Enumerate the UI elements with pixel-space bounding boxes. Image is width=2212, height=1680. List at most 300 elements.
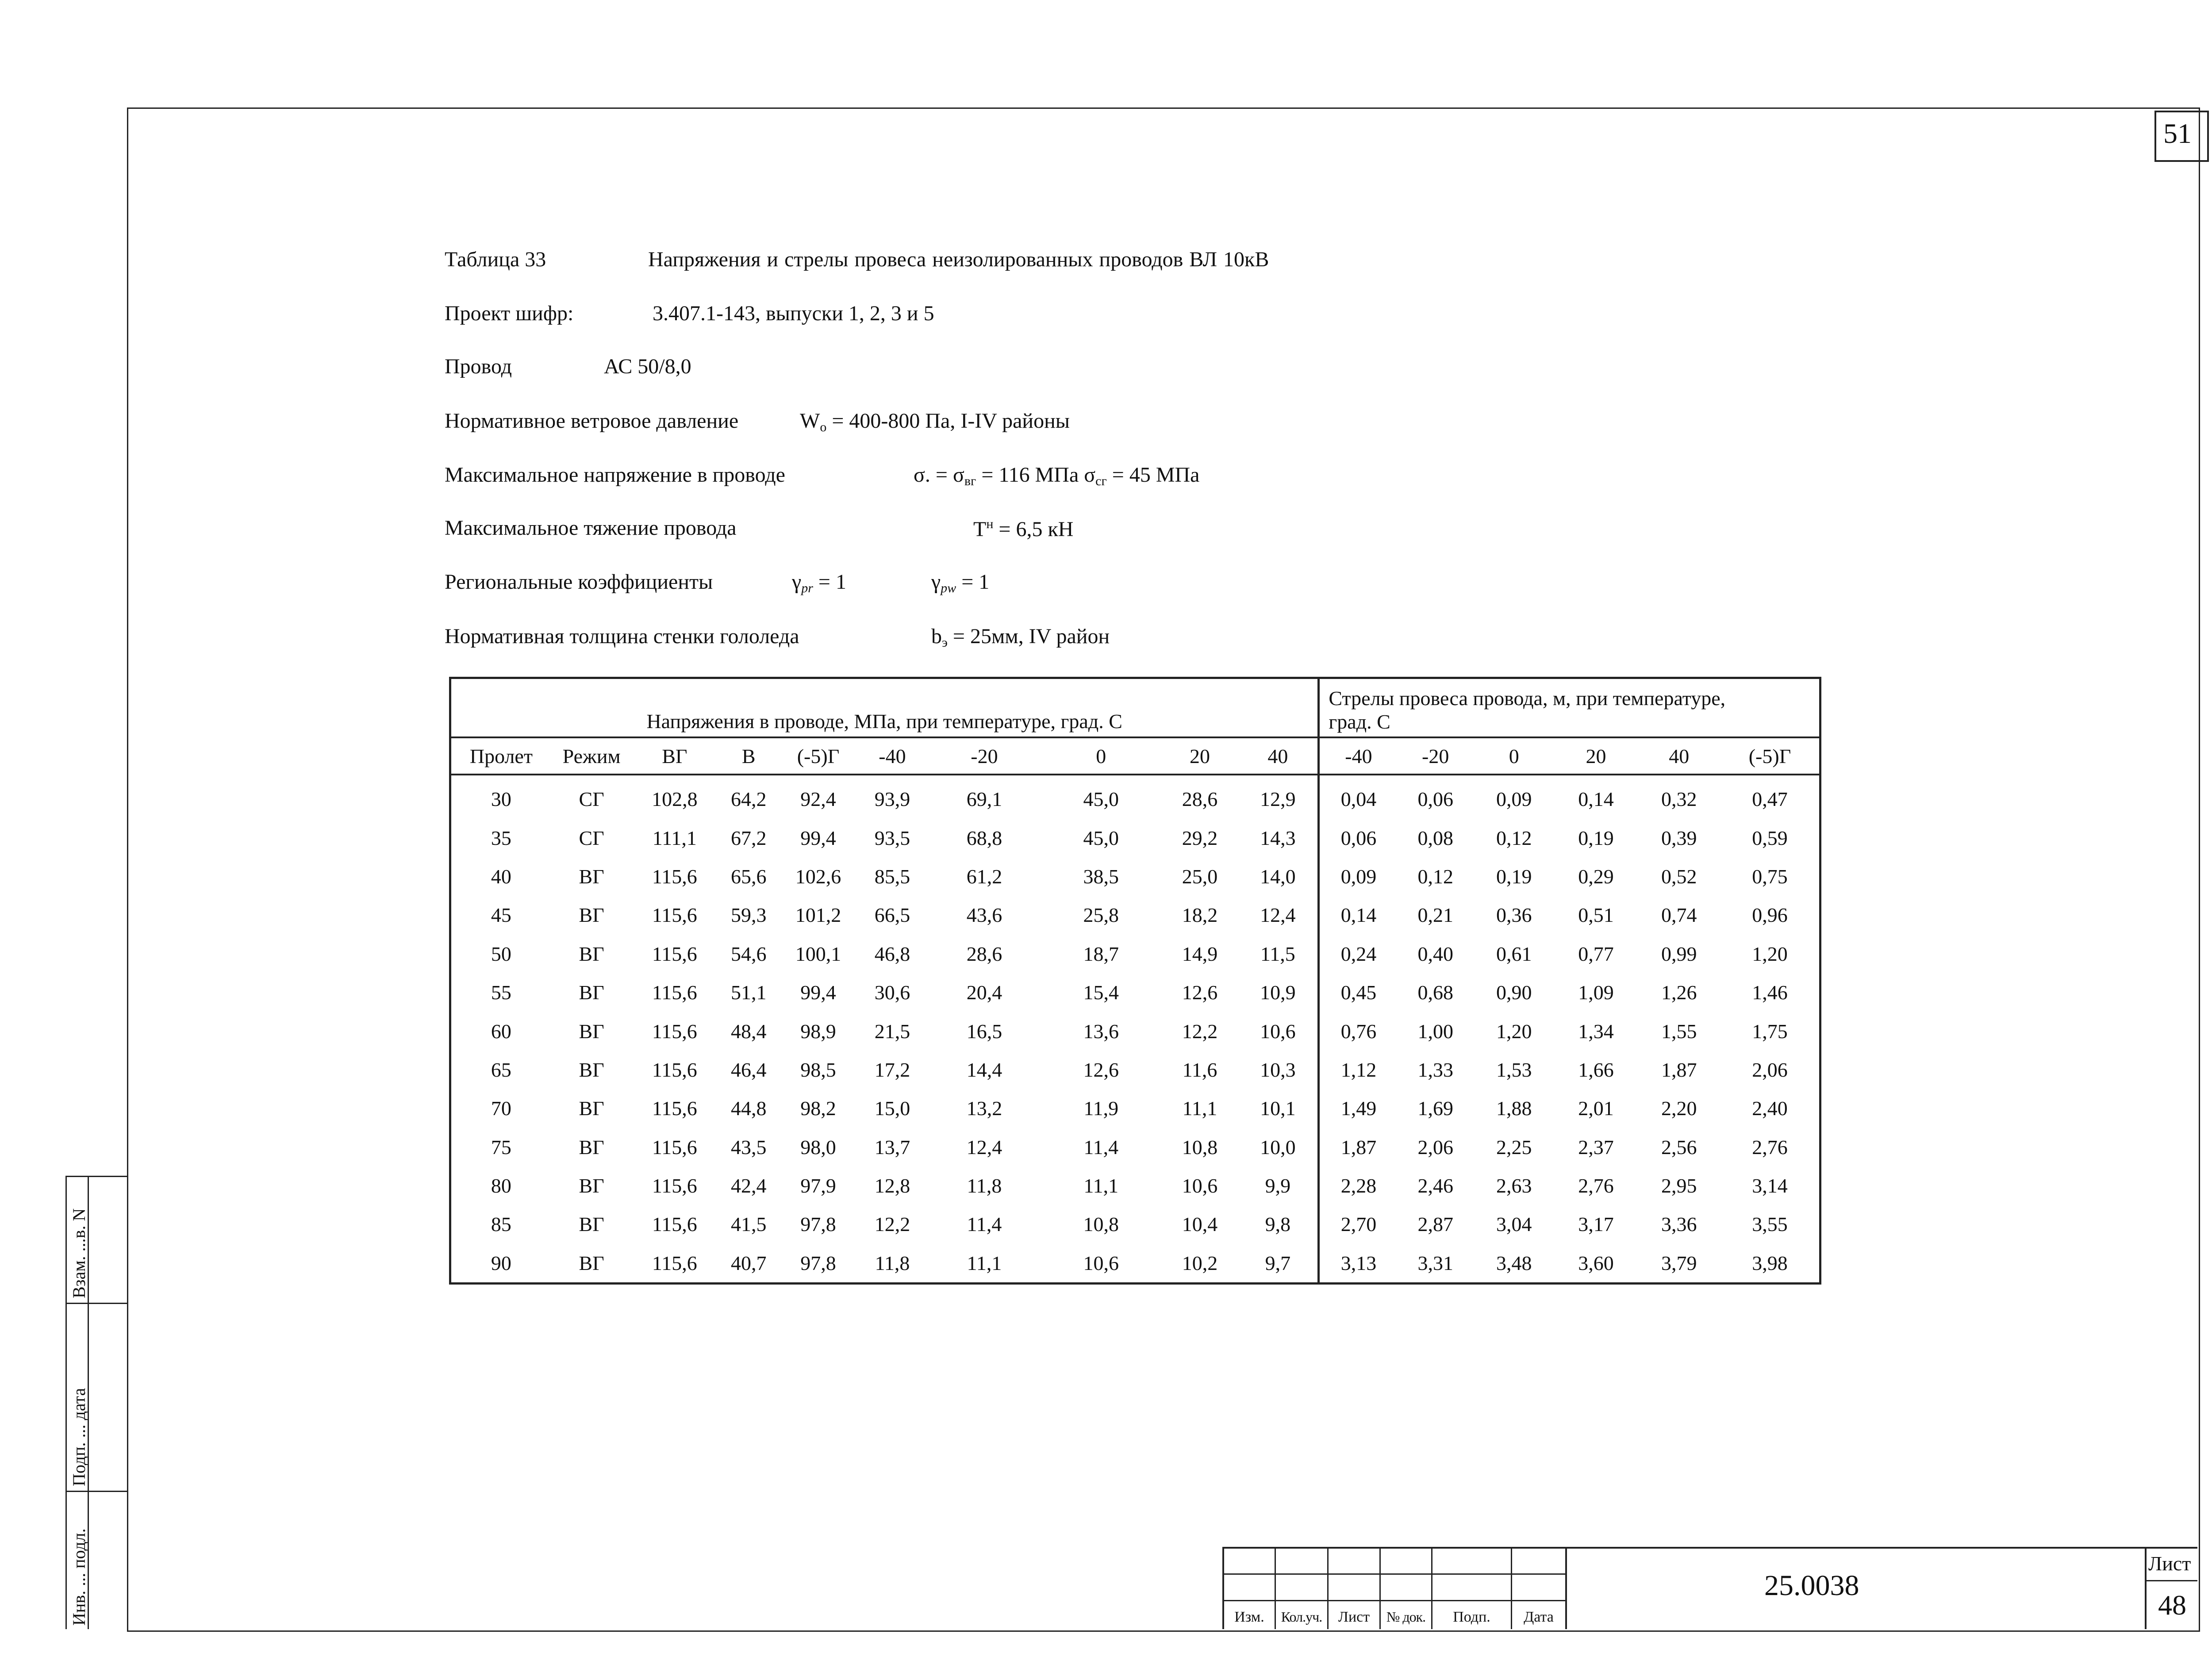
column-header: 20	[1555, 737, 1638, 775]
table-cell: 12,8	[874, 1174, 910, 1197]
table-cell: 14,0	[1238, 857, 1319, 896]
table-cell: 9,9	[1238, 1166, 1319, 1205]
table-cell: 90	[491, 1251, 511, 1274]
page-number-top: 51	[2163, 118, 2192, 149]
gamma-rw-line	[931, 572, 989, 595]
wind-value: = 400-800 Па, I-IV районы	[826, 409, 1070, 433]
table-cell: 10,4	[1182, 1213, 1218, 1236]
tb-top-line	[1222, 1547, 2197, 1549]
table-cell: 2,40	[1752, 1097, 1788, 1120]
table-cell: 115,6	[652, 981, 697, 1004]
table-cell: 1,12	[1340, 1058, 1377, 1081]
table-cell: 40,7	[730, 1251, 767, 1274]
table-cell: 93,5	[874, 826, 910, 849]
table-cell: 0,90	[1496, 981, 1532, 1004]
table-cell: 12,6	[1182, 981, 1218, 1004]
table-cell: 0,21	[1417, 904, 1453, 927]
table-cell: 1,53	[1496, 1058, 1532, 1081]
table-cell: 98,0	[800, 1135, 836, 1158]
table-cell: 10,0	[1238, 1128, 1319, 1166]
tb-sheet-divider	[2145, 1580, 2197, 1581]
column-header: 20	[1162, 737, 1238, 775]
column-header: -40	[1319, 737, 1398, 775]
column-header: 40	[1637, 737, 1720, 775]
table-cell: 42,4	[730, 1174, 767, 1197]
table-cell: 12,2	[1182, 1020, 1218, 1043]
table-label: Таблица 33	[445, 248, 546, 271]
table-cell: 1,55	[1661, 1020, 1697, 1043]
table-cell: 99,4	[800, 981, 836, 1004]
column-header: Режим	[551, 737, 632, 775]
table-cell: 15,0	[874, 1097, 910, 1120]
table-cell: 98,9	[800, 1020, 836, 1043]
table-cell: 40	[491, 865, 511, 888]
table-cell: 2,01	[1578, 1097, 1614, 1120]
table-cell: 44,8	[730, 1097, 767, 1120]
sheet-label: Лист	[2148, 1552, 2191, 1575]
table-cell: 0,52	[1661, 865, 1697, 888]
table-cell: 1,46	[1752, 981, 1788, 1004]
table-cell: 0,51	[1578, 904, 1614, 927]
table-cell: 11,8	[967, 1174, 1002, 1197]
table-row	[450, 818, 1820, 857]
table-cell: 0,04	[1340, 788, 1377, 811]
column-header-row	[450, 737, 1820, 775]
max-tension-value-line	[973, 518, 1073, 540]
tb-vline-6	[1565, 1547, 1567, 1629]
table-cell: 12,9	[1238, 775, 1319, 818]
table-cell: 10,9	[1238, 973, 1319, 1012]
table-cell: 25,0	[1182, 865, 1218, 888]
project-label: Проект шифр:	[445, 302, 574, 325]
wind-w: W	[800, 409, 820, 433]
table-cell: 28,6	[1182, 788, 1218, 811]
table-cell: 1,09	[1578, 981, 1614, 1004]
table-cell: 11,9	[1083, 1097, 1119, 1120]
column-header: ВГ	[632, 737, 717, 775]
table-cell: 115,6	[652, 1058, 697, 1081]
table-cell: 0,19	[1496, 865, 1532, 888]
table-cell: ВГ	[579, 1135, 604, 1158]
table-cell: 14,4	[966, 1058, 1002, 1081]
table-cell: 70	[491, 1097, 511, 1120]
stamp-field-sign: Подп. ... дата	[69, 1388, 89, 1486]
stamp-hline-1	[65, 1176, 127, 1177]
table-cell: 115,6	[652, 865, 697, 888]
max-tension-sup: н	[986, 517, 994, 531]
table-cell: ВГ	[579, 981, 604, 1004]
table-cell: 2,76	[1578, 1174, 1614, 1197]
column-header: 40	[1238, 737, 1319, 775]
table-cell: ВГ	[579, 1058, 604, 1081]
table-cell: 9,8	[1238, 1205, 1319, 1243]
table-cell: 2,20	[1661, 1097, 1697, 1120]
table-cell: 43,6	[966, 904, 1002, 927]
table-cell: 0,09	[1496, 788, 1532, 811]
table-cell: СГ	[579, 788, 604, 811]
table-cell: 1,20	[1752, 942, 1788, 965]
stamp-line-outer	[65, 1176, 67, 1629]
max-stress-mid: = 116 МПа σ	[976, 463, 1096, 487]
group-header-stress: Напряжения в проводе, МПа, при температуре, град. С	[450, 678, 1319, 738]
ice-value-line	[931, 626, 1110, 649]
table-cell: 46,8	[874, 942, 910, 965]
table-cell: 97,8	[800, 1251, 836, 1274]
group-header-sag-line1: Стрелы провеса провода, м, при температуре,	[1329, 687, 1726, 710]
table-cell: 38,5	[1083, 865, 1119, 888]
tb-label-list: Лист	[1338, 1609, 1370, 1625]
table-cell: 1,26	[1661, 981, 1697, 1004]
gamma-rg-value: = 1	[813, 570, 846, 594]
table-cell: 11,6	[1182, 1058, 1217, 1081]
table-cell: 50	[491, 942, 511, 965]
table-cell: 1,00	[1417, 1020, 1453, 1043]
title-block	[1222, 1547, 2197, 1629]
stamp-hline-2	[65, 1303, 127, 1304]
table-cell: ВГ	[579, 942, 604, 965]
tb-row-line-2	[1222, 1600, 1565, 1601]
table-cell: 80	[491, 1174, 511, 1197]
table-cell: 3,13	[1340, 1251, 1377, 1274]
table-cell: 69,1	[966, 788, 1002, 811]
table-cell: 12,2	[874, 1213, 910, 1236]
table-row	[450, 1244, 1820, 1284]
table-cell: 18,2	[1182, 904, 1218, 927]
table-cell: 29,2	[1182, 826, 1218, 849]
ice-label: Нормативная толщина стенки гололеда	[445, 625, 799, 648]
table-cell: 1,87	[1340, 1135, 1377, 1158]
tb-label-kol: Кол.уч.	[1281, 1609, 1322, 1625]
max-tension-value: = 6,5 кН	[993, 518, 1074, 541]
table-cell: СГ	[579, 826, 604, 849]
table-cell: 85	[491, 1213, 511, 1236]
table-cell: 17,2	[874, 1058, 910, 1081]
tb-row-line-1	[1222, 1573, 1565, 1575]
table-cell: 65,6	[730, 865, 767, 888]
table-cell: ВГ	[579, 1251, 604, 1274]
table-cell: 46,4	[730, 1058, 767, 1081]
table-cell: 0,96	[1752, 904, 1788, 927]
max-stress-label: Максимальное напряжение в проводе	[445, 463, 785, 487]
wind-value-line	[800, 410, 1070, 434]
ice-b: b	[931, 625, 942, 648]
table-cell: 0,40	[1417, 942, 1453, 965]
table-cell: 97,8	[800, 1213, 836, 1236]
table-cell: 3,55	[1752, 1213, 1788, 1236]
table-cell: 75	[491, 1135, 511, 1158]
sag-stress-table	[449, 677, 1821, 1285]
stamp-field-replace: Взам. ...в. N	[69, 1208, 89, 1298]
table-cell: 11,8	[875, 1251, 910, 1274]
max-tension-label: Максимальное тяжение провода	[445, 516, 737, 540]
table-cell: 0,39	[1661, 826, 1697, 849]
table-cell: 97,9	[800, 1174, 836, 1197]
sheet-number: 48	[2158, 1589, 2186, 1621]
table-cell: 59,3	[730, 904, 767, 927]
table-cell: 3,79	[1661, 1251, 1697, 1274]
table-cell: 48,4	[730, 1020, 767, 1043]
table-cell: 0,14	[1340, 904, 1377, 927]
table-row	[450, 1205, 1820, 1243]
table-cell: 0,12	[1417, 865, 1453, 888]
table-cell: 20,4	[966, 981, 1002, 1004]
table-cell: ВГ	[579, 1097, 604, 1120]
stamp-hline-3	[65, 1491, 127, 1492]
table-cell: 0,09	[1340, 865, 1377, 888]
table-cell: 1,34	[1578, 1020, 1614, 1043]
doc-code: 25.0038	[1764, 1569, 1859, 1602]
group-header-sag	[1319, 678, 1820, 738]
table-cell: 16,5	[966, 1020, 1002, 1043]
table-row	[450, 896, 1820, 934]
table-cell: 0,14	[1578, 788, 1614, 811]
table-cell: 115,6	[652, 942, 697, 965]
table-cell: 0,47	[1752, 788, 1788, 811]
table-cell: 28,6	[966, 942, 1002, 965]
table-cell: 1,87	[1661, 1058, 1697, 1081]
table-cell: 2,46	[1417, 1174, 1453, 1197]
gamma-rw-sub: pw	[941, 581, 956, 595]
table-cell: 10,1	[1238, 1089, 1319, 1128]
table-cell: 51,1	[730, 981, 767, 1004]
wire-label: Провод	[445, 355, 512, 378]
max-stress-sigma: σ. = σ	[914, 463, 964, 487]
table-cell: 1,75	[1752, 1020, 1788, 1043]
table-cell: 45	[491, 904, 511, 927]
table-cell: 85,5	[874, 865, 910, 888]
table-cell: 2,56	[1661, 1135, 1697, 1158]
gamma-rw: γ	[931, 570, 941, 594]
table-cell: 14,3	[1238, 818, 1319, 857]
table-row	[450, 1012, 1820, 1050]
column-header: -40	[856, 737, 928, 775]
table-cell: 13,7	[874, 1135, 910, 1158]
table-cell: 0,68	[1417, 981, 1453, 1004]
table-cell: 99,4	[800, 826, 836, 849]
table-row	[450, 1166, 1820, 1205]
table-cell: 66,5	[874, 904, 910, 927]
table-cell: 98,5	[800, 1058, 836, 1081]
wire-value: АС 50/8,0	[604, 355, 691, 378]
table-cell: 0,12	[1496, 826, 1532, 849]
table-cell: 21,5	[874, 1020, 910, 1043]
column-header: (-5)Г	[780, 737, 856, 775]
tb-label-date: Дата	[1524, 1609, 1554, 1625]
tb-label-izm: Изм.	[1234, 1609, 1264, 1625]
table-cell: 0,61	[1496, 942, 1532, 965]
table-cell: 10,2	[1182, 1251, 1218, 1274]
table-cell: 0,29	[1578, 865, 1614, 888]
column-header: (-5)Г	[1720, 737, 1820, 775]
project-value: 3.407.1-143, выпуски 1, 2, 3 и 5	[653, 302, 934, 325]
table-cell: 18,7	[1083, 942, 1119, 965]
table-cell: 1,20	[1496, 1020, 1532, 1043]
table-cell: 10,8	[1083, 1213, 1119, 1236]
tb-label-sign: Подп.	[1453, 1609, 1490, 1625]
table-cell: 2,06	[1417, 1135, 1453, 1158]
table-cell: 0,59	[1752, 826, 1788, 849]
wind-label: Нормативное ветровое давление	[445, 409, 739, 433]
table-cell: 2,63	[1496, 1174, 1532, 1197]
max-stress-sub-vg: вг	[964, 474, 976, 488]
table-cell: 3,60	[1578, 1251, 1614, 1274]
gamma-rg-line	[792, 572, 846, 595]
table-cell: 115,6	[652, 1251, 697, 1274]
table-cell: 1,66	[1578, 1058, 1614, 1081]
table-cell: 111,1	[652, 826, 697, 849]
table-cell: 2,87	[1417, 1213, 1453, 1236]
table-title: Напряжения и стрелы провеса неизолированных проводов ВЛ 10кВ	[648, 248, 1269, 271]
table-cell: 15,4	[1083, 981, 1119, 1004]
table-cell: 98,2	[800, 1097, 836, 1120]
table-row	[450, 935, 1820, 973]
table-cell: 115,6	[652, 1097, 697, 1120]
table-cell: 0,36	[1496, 904, 1532, 927]
table-cell: 12,6	[1083, 1058, 1119, 1081]
table-cell: 30,6	[874, 981, 910, 1004]
table-row	[450, 1128, 1820, 1166]
table-cell: 65	[491, 1058, 511, 1081]
tb-vline-sheet	[2145, 1547, 2147, 1629]
table-cell: ВГ	[579, 904, 604, 927]
table-cell: 0,32	[1661, 788, 1697, 811]
ice-value: = 25мм, IV район	[947, 625, 1110, 648]
table-cell: 115,6	[652, 1020, 697, 1043]
table-cell: ВГ	[579, 1213, 604, 1236]
table-cell: 68,8	[966, 826, 1002, 849]
table-cell: 45,0	[1083, 788, 1119, 811]
table-cell: ВГ	[579, 1020, 604, 1043]
table-cell: 115,6	[652, 904, 697, 927]
table-cell: 2,25	[1496, 1135, 1532, 1158]
table-cell: 41,5	[730, 1213, 767, 1236]
table-cell: 0,24	[1340, 942, 1377, 965]
table-cell: 1,49	[1340, 1097, 1377, 1120]
group-header-sag-line2: град. С	[1329, 710, 1390, 733]
table-cell: 55	[491, 981, 511, 1004]
table-cell: 12,4	[1238, 896, 1319, 934]
table-cell: 3,17	[1578, 1213, 1614, 1236]
table-cell: 3,31	[1417, 1251, 1453, 1274]
tb-label-doc: № док.	[1386, 1609, 1426, 1625]
table-cell: 0,76	[1340, 1020, 1377, 1043]
regional-label: Региональные коэффициенты	[445, 570, 713, 594]
table-cell: 54,6	[730, 942, 767, 965]
table-cell: 0,77	[1578, 942, 1614, 965]
wind-w-sub: о	[820, 420, 827, 434]
column-header: В	[717, 737, 780, 775]
table-cell: 10,3	[1238, 1051, 1319, 1089]
table-cell: 14,9	[1182, 942, 1218, 965]
table-cell: 12,4	[966, 1135, 1002, 1158]
column-header: 0	[1041, 737, 1162, 775]
ice-sub: э	[942, 635, 948, 650]
table-cell: 10,6	[1238, 1012, 1319, 1050]
table-cell: 115,6	[652, 1213, 697, 1236]
table-cell: 92,4	[800, 788, 836, 811]
table-cell: 13,6	[1083, 1020, 1119, 1043]
table-cell: 64,2	[730, 788, 767, 811]
table-cell: 3,36	[1661, 1213, 1697, 1236]
table-cell: 2,37	[1578, 1135, 1614, 1158]
table-cell: 67,2	[730, 826, 767, 849]
table-cell: 3,98	[1752, 1251, 1788, 1274]
column-header: Пролет	[450, 737, 551, 775]
table-cell: 115,6	[652, 1135, 697, 1158]
table-cell: 11,4	[1083, 1135, 1119, 1158]
table-cell: 11,1	[967, 1251, 1002, 1274]
table-cell: 61,2	[966, 865, 1002, 888]
table-cell: 3,14	[1752, 1174, 1788, 1197]
table-row	[450, 1089, 1820, 1128]
column-header: 0	[1474, 737, 1555, 775]
table-cell: 11,1	[1182, 1097, 1217, 1120]
table-cell: 3,04	[1496, 1213, 1532, 1236]
table-cell: 9,7	[1238, 1244, 1319, 1284]
table-cell: 100,1	[795, 942, 841, 965]
table-cell: 11,5	[1238, 935, 1319, 973]
table-cell: 0,06	[1417, 788, 1453, 811]
table-cell: 2,70	[1340, 1213, 1377, 1236]
table-cell: 35	[491, 826, 511, 849]
table-cell: ВГ	[579, 1174, 604, 1197]
table-cell: 1,88	[1496, 1097, 1532, 1120]
gamma-rg-sub: pr	[801, 581, 813, 595]
table-cell: 13,2	[966, 1097, 1002, 1120]
table-cell: 2,28	[1340, 1174, 1377, 1197]
max-stress-value-line	[914, 464, 1199, 488]
table-cell: 30	[491, 788, 511, 811]
table-cell: 10,6	[1083, 1251, 1119, 1274]
table-cell: 0,19	[1578, 826, 1614, 849]
table-body	[450, 775, 1820, 1284]
table-cell: 10,8	[1182, 1135, 1218, 1158]
table-cell: 11,4	[967, 1213, 1002, 1236]
max-tension-t: T	[973, 518, 987, 541]
table-cell: 11,1	[1083, 1174, 1119, 1197]
table-cell: 0,45	[1340, 981, 1377, 1004]
table-cell: 1,33	[1417, 1058, 1453, 1081]
table-cell: 0,74	[1661, 904, 1697, 927]
column-header: -20	[1397, 737, 1474, 775]
table-cell: 102,8	[652, 788, 698, 811]
table-cell: 0,75	[1752, 865, 1788, 888]
table-cell: 10,6	[1182, 1174, 1218, 1197]
table-row	[450, 775, 1820, 818]
table-cell: 25,8	[1083, 904, 1119, 927]
stamp-field-inv: Инв. ... подл.	[69, 1528, 89, 1626]
gamma-rg: γ	[792, 570, 802, 594]
column-header: -20	[928, 737, 1041, 775]
max-stress-sub-sg: сг	[1095, 474, 1107, 488]
table-cell: 2,95	[1661, 1174, 1697, 1197]
gamma-rw-value: = 1	[956, 570, 990, 594]
table-cell: 101,2	[795, 904, 841, 927]
table-row	[450, 1051, 1820, 1089]
table-row	[450, 857, 1820, 896]
table-cell: 93,9	[874, 788, 910, 811]
table-cell: 0,99	[1661, 942, 1697, 965]
table-cell: 60	[491, 1020, 511, 1043]
table-cell: 43,5	[730, 1135, 767, 1158]
table-cell: 2,06	[1752, 1058, 1788, 1081]
table-cell: 3,48	[1496, 1251, 1532, 1274]
table-cell: 45,0	[1083, 826, 1119, 849]
max-stress-end: = 45 МПа	[1106, 463, 1200, 487]
table-cell: ВГ	[579, 865, 604, 888]
table-cell: 1,69	[1417, 1097, 1453, 1120]
table-cell: 0,08	[1417, 826, 1453, 849]
